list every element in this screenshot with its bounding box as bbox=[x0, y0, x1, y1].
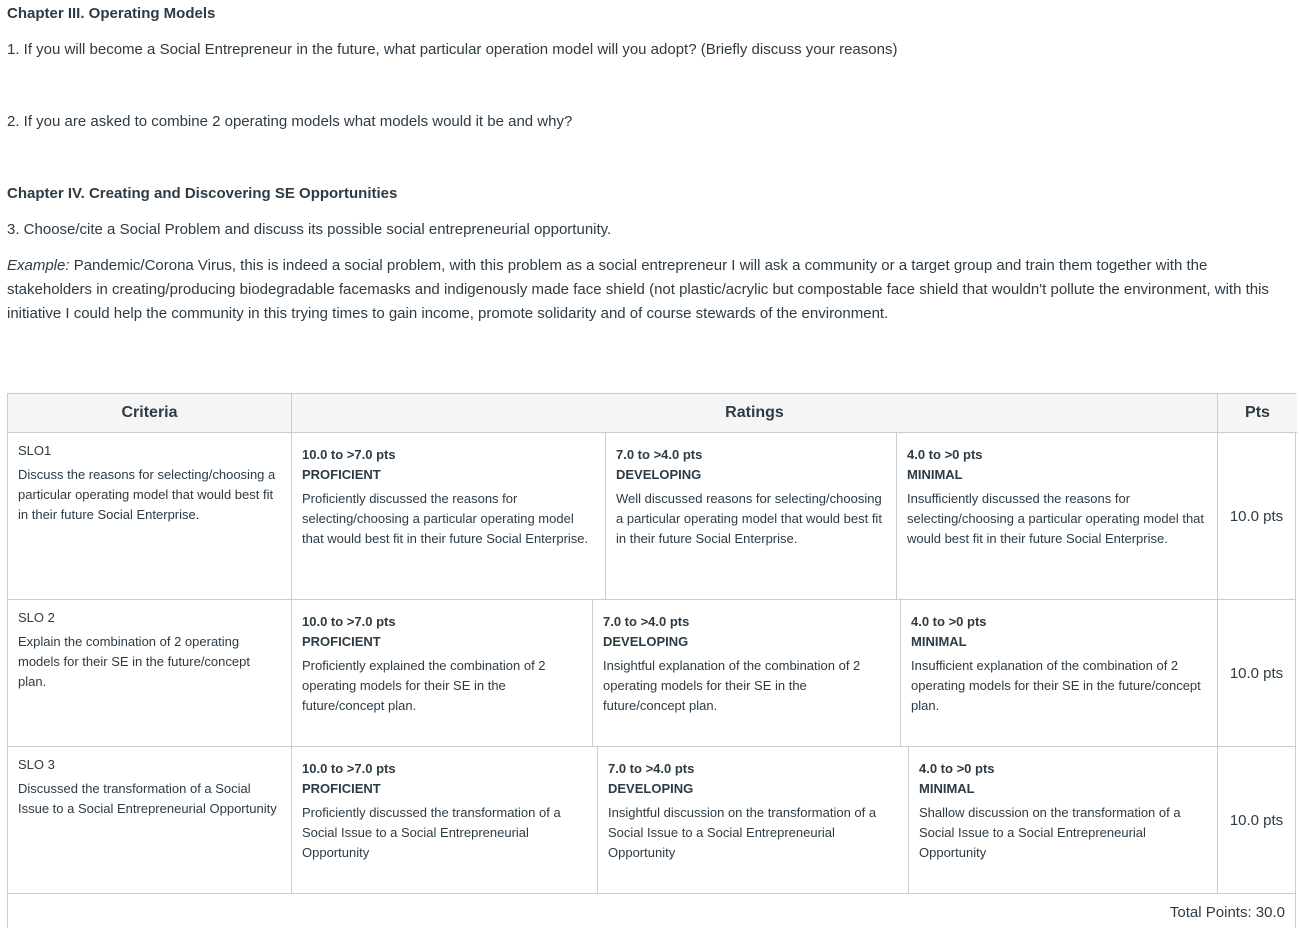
rating-name: MINIMAL bbox=[907, 467, 963, 482]
example-paragraph bbox=[7, 254, 1292, 326]
rating-description: Proficiently discussed the transformation of a Social Issue to a Social Entrepreneurial Opportunity bbox=[302, 805, 561, 860]
rating-minimal bbox=[901, 600, 1218, 746]
rating-developing bbox=[598, 747, 909, 893]
rating-proficient bbox=[292, 747, 598, 893]
rating-name: PROFICIENT bbox=[302, 634, 381, 649]
rating-developing bbox=[606, 433, 897, 599]
rating-developing bbox=[593, 600, 901, 746]
rating-name: MINIMAL bbox=[919, 781, 975, 796]
rating-points: 4.0 to >0 pts bbox=[919, 761, 995, 776]
rating-name: PROFICIENT bbox=[302, 467, 381, 482]
criterion-description: Explain the combination of 2 operating models for their SE in the future/concept plan. bbox=[18, 634, 250, 689]
rating-name: DEVELOPING bbox=[616, 467, 702, 482]
rating-points: 7.0 to >4.0 pts bbox=[608, 761, 695, 776]
criterion-slo: SLO1 bbox=[18, 443, 52, 458]
criterion-slo: SLO 3 bbox=[18, 757, 55, 772]
rating-description: Insufficiently discussed the reasons for selecting/choosing a particular operating model that would best fit in their future Social Enterprise. bbox=[907, 491, 1205, 546]
rubric-row bbox=[8, 747, 1295, 894]
rating-points: 7.0 to >4.0 pts bbox=[603, 614, 690, 629]
rating-description: Proficiently explained the combination of 2 operating models for their SE in the future/concept plan. bbox=[302, 658, 546, 713]
criterion-cell bbox=[8, 433, 292, 599]
question-1: 1. If you will become a Social Entrepreneur in the future, what particular operation model will you adopt? (Briefly discuss your reasons) bbox=[7, 41, 898, 58]
rubric-row bbox=[8, 600, 1295, 747]
rating-description: Insightful discussion on the transformation of a Social Issue to a Social Entrepreneurial Opportunity bbox=[608, 805, 877, 860]
rating-proficient bbox=[292, 433, 606, 599]
criterion-slo: SLO 2 bbox=[18, 610, 55, 625]
rating-points: 10.0 to >7.0 pts bbox=[302, 447, 396, 462]
rating-description: Insufficient explanation of the combination of 2 operating models for their SE in the future/concept plan. bbox=[911, 658, 1201, 713]
rating-points: 7.0 to >4.0 pts bbox=[616, 447, 703, 462]
criterion-cell bbox=[8, 747, 292, 893]
criterion-description: Discussed the transformation of a Social Issue to a Social Entrepreneurial Opportunity bbox=[18, 781, 277, 816]
rubric-row bbox=[8, 433, 1295, 600]
rating-proficient bbox=[292, 600, 593, 746]
rating-points: 4.0 to >0 pts bbox=[907, 447, 983, 462]
rating-description: Insightful explanation of the combination of 2 operating models for their SE in the future/concept plan. bbox=[603, 658, 861, 713]
criterion-points: 10.0 pts bbox=[1229, 811, 1284, 829]
rating-minimal bbox=[897, 433, 1218, 599]
criterion-cell bbox=[8, 600, 292, 746]
rating-description: Proficiently discussed the reasons for selecting/choosing a particular operating model that would best fit in their future Social Enterprise. bbox=[302, 491, 589, 546]
question-3: 3. Choose/cite a Social Problem and discuss its possible social entrepreneurial opportunity. bbox=[7, 221, 612, 238]
rating-points: 4.0 to >0 pts bbox=[911, 614, 987, 629]
rating-points: 10.0 to >7.0 pts bbox=[302, 614, 396, 629]
rating-points: 10.0 to >7.0 pts bbox=[302, 761, 396, 776]
pts-header: Pts bbox=[1218, 394, 1297, 433]
example-text: Pandemic/Corona Virus, this is indeed a social problem, with this problem as a social entrepreneur I will ask a community or a target group and train them together with the stakeholders in creating/producing biodegradable facemasks and indigenously made face shield (not plastic/acrylic but compostable face shield that wouldn't pollute the environment, with this initiative I could help the community in this trying times to gain income, promote solidarity and of course stewards of the environment. bbox=[7, 257, 1269, 322]
question-2: 2. If you are asked to combine 2 operating models what models would it be and why? bbox=[7, 113, 573, 130]
rating-name: DEVELOPING bbox=[608, 781, 694, 796]
rating-name: PROFICIENT bbox=[302, 781, 381, 796]
rating-name: DEVELOPING bbox=[603, 634, 689, 649]
criterion-points: 10.0 pts bbox=[1229, 664, 1284, 682]
rating-name: MINIMAL bbox=[911, 634, 967, 649]
chapter-3-title: Chapter III. Operating Models bbox=[7, 5, 216, 22]
example-label: Example: bbox=[7, 257, 70, 274]
criteria-header: Criteria bbox=[8, 394, 292, 433]
rating-description: Well discussed reasons for selecting/choosing a particular operating model that would best fit in their future Social Enterprise. bbox=[616, 491, 882, 546]
criterion-points: 10.0 pts bbox=[1229, 507, 1284, 525]
criterion-description: Discuss the reasons for selecting/choosing a particular operating model that would best fit in their future Social Enterprise. bbox=[18, 467, 276, 522]
rating-minimal bbox=[909, 747, 1218, 893]
rubric-table bbox=[7, 393, 1296, 928]
ratings-header: Ratings bbox=[292, 394, 1218, 433]
rating-description: Shallow discussion on the transformation of a Social Issue to a Social Entrepreneurial Opportunity bbox=[919, 805, 1181, 860]
total-points: Total Points: 30.0 bbox=[1169, 904, 1285, 921]
chapter-4-title: Chapter IV. Creating and Discovering SE Opportunities bbox=[7, 185, 398, 202]
